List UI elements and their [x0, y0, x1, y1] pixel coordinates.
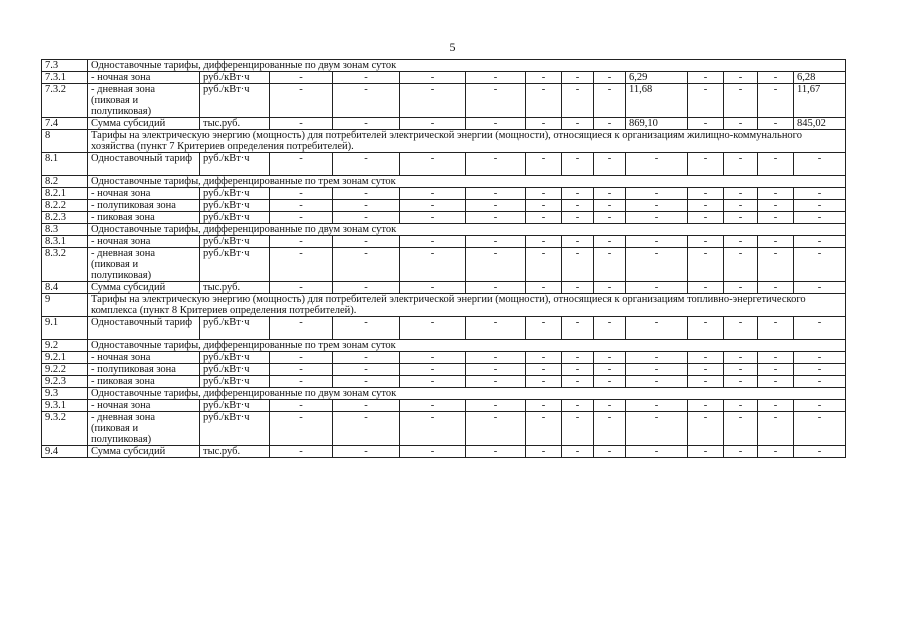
value-cell: -: [526, 84, 562, 118]
value-cell: -: [466, 317, 526, 340]
value-cell: -: [758, 200, 794, 212]
value-cell: -: [526, 317, 562, 340]
value-cell: -: [526, 118, 562, 130]
table-row: [42, 364, 846, 376]
section-header-row: [42, 388, 846, 400]
value-cell: -: [333, 317, 400, 340]
value-cell: -: [466, 376, 526, 388]
value-cell: -: [270, 200, 333, 212]
value-cell: -: [626, 412, 688, 446]
value-cell: -: [333, 376, 400, 388]
indicator-name-cell: - ночная зона: [88, 236, 200, 248]
value-cell: -: [400, 72, 466, 84]
value-cell: 11,68: [626, 84, 688, 118]
value-cell: -: [626, 236, 688, 248]
value-cell: -: [400, 400, 466, 412]
value-cell: -: [688, 236, 724, 248]
value-cell: -: [526, 282, 562, 294]
value-cell: -: [758, 400, 794, 412]
value-cell: -: [333, 412, 400, 446]
value-cell: -: [526, 364, 562, 376]
unit-cell: руб./кВт·ч: [200, 400, 270, 412]
value-cell: -: [758, 248, 794, 282]
value-cell: -: [466, 352, 526, 364]
value-cell: -: [270, 72, 333, 84]
value-cell: -: [758, 153, 794, 176]
value-cell: -: [526, 236, 562, 248]
value-cell: -: [333, 212, 400, 224]
value-cell: -: [688, 212, 724, 224]
value-cell: -: [594, 412, 626, 446]
indicator-name-cell: Сумма субсидий: [88, 282, 200, 294]
row-number-cell: 9.2: [42, 340, 88, 352]
table-row: [42, 118, 846, 130]
value-cell: -: [562, 352, 594, 364]
value-cell: -: [562, 400, 594, 412]
table-row: [42, 84, 846, 118]
section-title-cell: Тарифы на электрическую энергию (мощность) для потребителей электрической энергии (мощности), относящиеся к организациям топливно-энергетического комплекса (пункт 8 Критериев определения потребителей).: [88, 294, 846, 317]
value-cell: -: [594, 212, 626, 224]
indicator-name-cell: Сумма субсидий: [88, 446, 200, 458]
value-cell: -: [724, 200, 758, 212]
row-number-cell: 9.4: [42, 446, 88, 458]
row-number-cell: 9.2.2: [42, 364, 88, 376]
value-cell: -: [794, 188, 846, 200]
page-number: 5: [449, 40, 456, 54]
value-cell: -: [688, 188, 724, 200]
value-cell: -: [688, 84, 724, 118]
value-cell: -: [724, 282, 758, 294]
value-cell: -: [562, 188, 594, 200]
section-title-cell: Тарифы на электрическую энергию (мощность) для потребителей электрической энергии (мощности), относящиеся к организациям жилищно-коммунального хозяйства (пункт 7 Критериев определения потребителей).: [88, 130, 846, 153]
row-number-cell: 8.3: [42, 224, 88, 236]
value-cell: -: [400, 376, 466, 388]
value-cell: -: [466, 200, 526, 212]
value-cell: -: [562, 72, 594, 84]
row-number-cell: 7.3: [42, 60, 88, 72]
value-cell: -: [688, 282, 724, 294]
value-cell: -: [758, 352, 794, 364]
value-cell: -: [688, 352, 724, 364]
value-cell: -: [333, 400, 400, 412]
value-cell: -: [400, 352, 466, 364]
row-number-cell: 8.3.2: [42, 248, 88, 282]
unit-cell: руб./кВт·ч: [200, 84, 270, 118]
row-number-cell: 9.2.3: [42, 376, 88, 388]
value-cell: -: [466, 118, 526, 130]
indicator-name-cell: - дневная зона (пиковая и полупиковая): [88, 248, 200, 282]
value-cell: -: [526, 352, 562, 364]
value-cell: -: [688, 317, 724, 340]
value-cell: -: [526, 400, 562, 412]
value-cell: -: [794, 446, 846, 458]
row-number-cell: 8.2.3: [42, 212, 88, 224]
unit-cell: руб./кВт·ч: [200, 188, 270, 200]
value-cell: 6,29: [626, 72, 688, 84]
section-header-row: [42, 340, 846, 352]
value-cell: -: [724, 248, 758, 282]
value-cell: -: [562, 412, 594, 446]
row-number-cell: 8.2.2: [42, 200, 88, 212]
value-cell: -: [400, 118, 466, 130]
value-cell: 845,02: [794, 118, 846, 130]
table-row: [42, 200, 846, 212]
value-cell: -: [466, 412, 526, 446]
value-cell: -: [758, 317, 794, 340]
value-cell: -: [333, 352, 400, 364]
section-header-row: [42, 224, 846, 236]
value-cell: -: [758, 236, 794, 248]
table-row: [42, 352, 846, 364]
indicator-name-cell: - дневная зона (пиковая и полупиковая): [88, 84, 200, 118]
value-cell: -: [794, 364, 846, 376]
value-cell: -: [400, 188, 466, 200]
value-cell: -: [333, 200, 400, 212]
indicator-name-cell: Одноставочный тариф: [88, 153, 200, 176]
value-cell: -: [400, 153, 466, 176]
unit-cell: руб./кВт·ч: [200, 364, 270, 376]
value-cell: -: [333, 364, 400, 376]
row-number-cell: 9.1: [42, 317, 88, 340]
value-cell: -: [688, 446, 724, 458]
section-title-cell: Одноставочные тарифы, дифференцированные по двум зонам суток: [88, 224, 846, 236]
value-cell: -: [562, 212, 594, 224]
indicator-name-cell: - дневная зона (пиковая и полупиковая): [88, 412, 200, 446]
value-cell: -: [626, 352, 688, 364]
row-number-cell: 9.3.2: [42, 412, 88, 446]
row-number-cell: 8.2: [42, 176, 88, 188]
value-cell: -: [794, 412, 846, 446]
value-cell: -: [466, 84, 526, 118]
value-cell: -: [688, 412, 724, 446]
value-cell: -: [562, 376, 594, 388]
row-number-cell: 8.2.1: [42, 188, 88, 200]
value-cell: -: [724, 376, 758, 388]
value-cell: -: [270, 118, 333, 130]
value-cell: -: [794, 317, 846, 340]
value-cell: -: [758, 412, 794, 446]
section-header-row: [42, 130, 846, 153]
value-cell: -: [270, 282, 333, 294]
value-cell: -: [333, 236, 400, 248]
value-cell: -: [594, 364, 626, 376]
table-row: [42, 212, 846, 224]
value-cell: -: [466, 364, 526, 376]
table-row: [42, 317, 846, 340]
indicator-name-cell: - полупиковая зона: [88, 364, 200, 376]
value-cell: -: [758, 446, 794, 458]
value-cell: -: [562, 282, 594, 294]
value-cell: -: [562, 236, 594, 248]
value-cell: -: [594, 236, 626, 248]
value-cell: -: [562, 248, 594, 282]
value-cell: -: [270, 212, 333, 224]
unit-cell: руб./кВт·ч: [200, 248, 270, 282]
value-cell: -: [626, 188, 688, 200]
indicator-name-cell: - ночная зона: [88, 352, 200, 364]
value-cell: -: [724, 364, 758, 376]
value-cell: -: [466, 236, 526, 248]
value-cell: -: [400, 200, 466, 212]
table-row: [42, 248, 846, 282]
value-cell: -: [562, 364, 594, 376]
row-number-cell: 9.2.1: [42, 352, 88, 364]
value-cell: -: [270, 248, 333, 282]
value-cell: -: [626, 212, 688, 224]
value-cell: -: [526, 200, 562, 212]
value-cell: -: [626, 376, 688, 388]
value-cell: -: [626, 400, 688, 412]
indicator-name-cell: - ночная зона: [88, 400, 200, 412]
value-cell: -: [466, 446, 526, 458]
value-cell: -: [526, 188, 562, 200]
value-cell: -: [794, 248, 846, 282]
value-cell: -: [333, 84, 400, 118]
value-cell: -: [688, 248, 724, 282]
value-cell: -: [794, 153, 846, 176]
value-cell: -: [594, 118, 626, 130]
value-cell: -: [688, 72, 724, 84]
section-header-row: [42, 294, 846, 317]
value-cell: -: [562, 446, 594, 458]
value-cell: -: [594, 282, 626, 294]
row-number-cell: 7.3.1: [42, 72, 88, 84]
value-cell: -: [794, 400, 846, 412]
unit-cell: руб./кВт·ч: [200, 236, 270, 248]
value-cell: -: [400, 412, 466, 446]
table-row: [42, 282, 846, 294]
value-cell: -: [688, 118, 724, 130]
table-row: [42, 188, 846, 200]
table-row: [42, 376, 846, 388]
value-cell: -: [626, 282, 688, 294]
table-row: [42, 153, 846, 176]
value-cell: -: [333, 72, 400, 84]
unit-cell: руб./кВт·ч: [200, 317, 270, 340]
value-cell: -: [400, 364, 466, 376]
value-cell: -: [626, 153, 688, 176]
value-cell: -: [562, 200, 594, 212]
value-cell: -: [794, 376, 846, 388]
value-cell: -: [333, 118, 400, 130]
unit-cell: тыс.руб.: [200, 282, 270, 294]
table-row: [42, 72, 846, 84]
value-cell: -: [333, 282, 400, 294]
value-cell: -: [466, 248, 526, 282]
indicator-name-cell: - полупиковая зона: [88, 200, 200, 212]
indicator-name-cell: - пиковая зона: [88, 376, 200, 388]
indicator-name-cell: - ночная зона: [88, 188, 200, 200]
value-cell: -: [400, 236, 466, 248]
value-cell: -: [794, 236, 846, 248]
value-cell: 11,67: [794, 84, 846, 118]
unit-cell: руб./кВт·ч: [200, 412, 270, 446]
value-cell: -: [758, 376, 794, 388]
value-cell: -: [270, 412, 333, 446]
value-cell: -: [626, 364, 688, 376]
value-cell: -: [466, 153, 526, 176]
section-title-cell: Одноставочные тарифы, дифференцированные по двум зонам суток: [88, 388, 846, 400]
value-cell: -: [400, 446, 466, 458]
value-cell: -: [724, 236, 758, 248]
value-cell: -: [594, 84, 626, 118]
table-row: [42, 412, 846, 446]
value-cell: -: [688, 400, 724, 412]
value-cell: -: [724, 446, 758, 458]
value-cell: -: [758, 364, 794, 376]
value-cell: -: [724, 153, 758, 176]
value-cell: -: [594, 188, 626, 200]
section-title-cell: Одноставочные тарифы, дифференцированные по трем зонам суток: [88, 340, 846, 352]
value-cell: -: [688, 153, 724, 176]
value-cell: -: [526, 248, 562, 282]
value-cell: -: [626, 200, 688, 212]
value-cell: 869,10: [626, 118, 688, 130]
value-cell: -: [270, 400, 333, 412]
unit-cell: руб./кВт·ч: [200, 212, 270, 224]
value-cell: -: [724, 352, 758, 364]
value-cell: -: [270, 364, 333, 376]
indicator-name-cell: Сумма субсидий: [88, 118, 200, 130]
row-number-cell: 7.4: [42, 118, 88, 130]
value-cell: -: [724, 118, 758, 130]
value-cell: -: [270, 317, 333, 340]
row-number-cell: 8: [42, 130, 88, 153]
value-cell: -: [526, 446, 562, 458]
value-cell: -: [400, 317, 466, 340]
value-cell: -: [270, 153, 333, 176]
row-number-cell: 8.1: [42, 153, 88, 176]
value-cell: -: [758, 72, 794, 84]
value-cell: -: [400, 84, 466, 118]
unit-cell: руб./кВт·ч: [200, 153, 270, 176]
value-cell: -: [794, 212, 846, 224]
row-number-cell: 7.3.2: [42, 84, 88, 118]
value-cell: -: [466, 188, 526, 200]
value-cell: -: [562, 118, 594, 130]
value-cell: -: [794, 352, 846, 364]
value-cell: -: [526, 212, 562, 224]
value-cell: -: [400, 282, 466, 294]
value-cell: -: [270, 376, 333, 388]
value-cell: -: [594, 248, 626, 282]
value-cell: -: [466, 72, 526, 84]
value-cell: -: [526, 72, 562, 84]
value-cell: -: [758, 212, 794, 224]
section-title-cell: Одноставочные тарифы, дифференцированные по двум зонам суток: [88, 60, 846, 72]
unit-cell: руб./кВт·ч: [200, 376, 270, 388]
value-cell: -: [594, 200, 626, 212]
value-cell: -: [270, 236, 333, 248]
value-cell: -: [724, 400, 758, 412]
value-cell: -: [270, 446, 333, 458]
table-row: [42, 400, 846, 412]
value-cell: -: [688, 376, 724, 388]
value-cell: -: [794, 282, 846, 294]
value-cell: -: [724, 188, 758, 200]
value-cell: -: [688, 200, 724, 212]
value-cell: -: [270, 188, 333, 200]
value-cell: -: [270, 84, 333, 118]
value-cell: -: [724, 412, 758, 446]
unit-cell: руб./кВт·ч: [200, 72, 270, 84]
value-cell: -: [466, 212, 526, 224]
value-cell: -: [526, 412, 562, 446]
value-cell: -: [270, 352, 333, 364]
value-cell: -: [594, 376, 626, 388]
row-number-cell: 9.3: [42, 388, 88, 400]
value-cell: -: [333, 248, 400, 282]
tariff-table: [41, 59, 846, 458]
value-cell: -: [724, 72, 758, 84]
table-row: [42, 446, 846, 458]
indicator-name-cell: Одноставочный тариф: [88, 317, 200, 340]
value-cell: -: [333, 153, 400, 176]
value-cell: -: [466, 400, 526, 412]
section-header-row: [42, 176, 846, 188]
value-cell: -: [758, 84, 794, 118]
value-cell: -: [594, 400, 626, 412]
value-cell: -: [626, 446, 688, 458]
value-cell: -: [626, 317, 688, 340]
value-cell: -: [333, 188, 400, 200]
section-title-cell: Одноставочные тарифы, дифференцированные по трем зонам суток: [88, 176, 846, 188]
value-cell: -: [724, 317, 758, 340]
value-cell: -: [724, 84, 758, 118]
value-cell: -: [562, 317, 594, 340]
value-cell: -: [758, 118, 794, 130]
indicator-name-cell: - пиковая зона: [88, 212, 200, 224]
value-cell: -: [526, 153, 562, 176]
value-cell: -: [562, 153, 594, 176]
value-cell: -: [333, 446, 400, 458]
value-cell: -: [562, 84, 594, 118]
value-cell: -: [594, 317, 626, 340]
unit-cell: руб./кВт·ч: [200, 352, 270, 364]
table-row: [42, 236, 846, 248]
value-cell: -: [794, 200, 846, 212]
value-cell: -: [526, 376, 562, 388]
value-cell: -: [594, 72, 626, 84]
value-cell: -: [594, 446, 626, 458]
row-number-cell: 9.3.1: [42, 400, 88, 412]
indicator-name-cell: - ночная зона: [88, 72, 200, 84]
value-cell: -: [724, 212, 758, 224]
value-cell: -: [594, 153, 626, 176]
value-cell: 6,28: [794, 72, 846, 84]
value-cell: -: [758, 282, 794, 294]
value-cell: -: [626, 248, 688, 282]
unit-cell: тыс.руб.: [200, 118, 270, 130]
value-cell: -: [466, 282, 526, 294]
unit-cell: руб./кВт·ч: [200, 200, 270, 212]
value-cell: -: [400, 212, 466, 224]
unit-cell: тыс.руб.: [200, 446, 270, 458]
row-number-cell: 8.4: [42, 282, 88, 294]
value-cell: -: [758, 188, 794, 200]
value-cell: -: [400, 248, 466, 282]
section-header-row: [42, 60, 846, 72]
row-number-cell: 8.3.1: [42, 236, 88, 248]
value-cell: -: [594, 352, 626, 364]
row-number-cell: 9: [42, 294, 88, 317]
value-cell: -: [688, 364, 724, 376]
